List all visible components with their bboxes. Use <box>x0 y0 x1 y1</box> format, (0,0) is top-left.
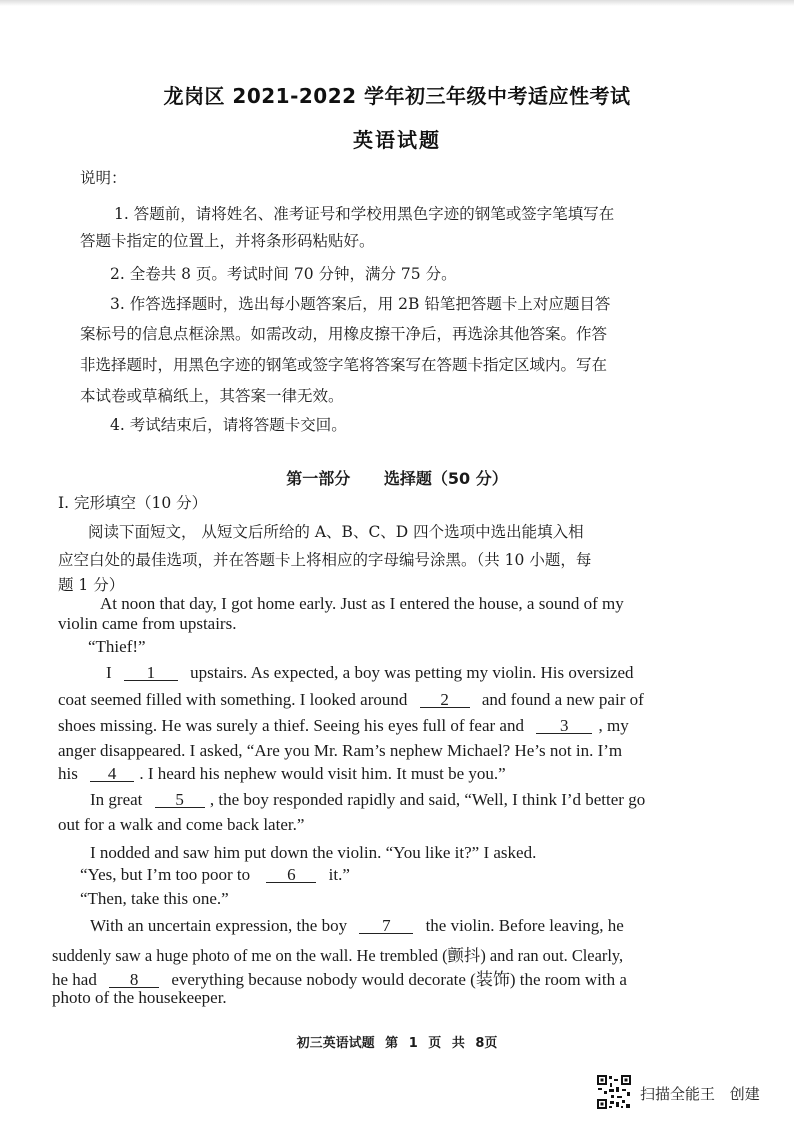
text: With an uncertain expression, the boy <box>90 916 348 935</box>
page-footer <box>0 1032 794 1051</box>
blank-1: 1 <box>124 665 178 681</box>
passage-line: violin came from upstairs. <box>58 614 237 633</box>
passage-line <box>58 764 506 784</box>
passage-line <box>80 865 350 885</box>
instructions-heading: 说明： <box>80 169 127 187</box>
text: he had <box>52 970 97 989</box>
passage-line: out for a walk and come back later.” <box>58 815 305 834</box>
blank-3: 3 <box>536 718 592 734</box>
instruction-line: 答题卡指定的位置上，并将条形码粘贴好。 <box>80 232 375 250</box>
passage-line <box>90 916 624 936</box>
text: and found a new pair of <box>481 690 644 709</box>
text: In great <box>90 790 143 809</box>
text: his <box>58 764 78 783</box>
instruction-line: 本试卷或草稿纸上，其答案一律无效。 <box>80 387 344 405</box>
subject-title: 英语试题 <box>353 128 441 152</box>
directions-line: 题 1 分） <box>58 576 125 594</box>
footer-exam: 初三英语试题 <box>296 1036 375 1051</box>
passage-line: “Thief!” <box>88 637 146 656</box>
footer-page-unit: 页 <box>428 1036 442 1051</box>
exam-title: 龙岗区 2021-2022 学年初三年级中考适应性考试 <box>163 84 631 108</box>
instruction-line: 案标号的信息点框涂黑。如需改动，用橡皮擦干净后，再选涂其他答案。作答 <box>80 325 608 343</box>
passage-line <box>52 965 627 990</box>
footer-page-label: 第 <box>385 1036 399 1051</box>
text: coat seemed filled with something. I looked around <box>58 690 408 709</box>
cloze-heading: I. 完形填空（10 分） <box>58 494 208 512</box>
passage-line <box>58 690 644 710</box>
text: it.” <box>328 865 350 884</box>
qr-code-icon <box>596 1074 632 1110</box>
passage-line: suddenly saw a huge photo of me on the wall. He trembled (颤抖) and ran out. Clearly, <box>52 946 624 965</box>
text: I <box>106 663 112 682</box>
instruction-line: 3. 作答选择题时，选出每小题答案后，用 2B 铅笔把答题卡上对应题目答 <box>110 295 611 313</box>
instruction-line: 1. 答题前，请将姓名、准考证号和学校用黑色字迹的钢笔或签字笔填写在 <box>114 205 615 223</box>
blank-2: 2 <box>420 692 470 708</box>
blank-8: 8 <box>109 972 159 988</box>
text: shoes missing. He was surely a thief. Seeing his eyes full of fear and <box>58 716 524 735</box>
passage-line <box>90 790 645 810</box>
instruction-line: 4. 考试结束后，请将答题卡交回。 <box>110 416 347 434</box>
instruction-line: 2. 全卷共 8 页。考试时间 70 分钟，满分 75 分。 <box>110 265 457 283</box>
directions-line: 应空白处的最佳选项，并在答题卡上将相应的字母编号涂黑。（共 10 小题，每 <box>58 551 592 569</box>
passage-line: photo of the housekeeper. <box>52 988 227 1007</box>
blank-6: 6 <box>266 867 316 883</box>
blank-4: 4 <box>90 766 134 782</box>
text: everything because nobody would decorate (装饰) the room with a <box>171 970 627 989</box>
footer-total-pages: 8页 <box>475 1036 498 1051</box>
passage-line: At noon that day, I got home early. Just as I entered the house, a sound of my <box>100 594 624 613</box>
scan-edge <box>0 0 794 6</box>
text: , the boy responded rapidly and said, “Well, I think I’d better go <box>209 790 646 809</box>
directions-line: 阅读下面短文， 从短文后所给的 A、B、C、D 四个选项中选出能填入相 <box>88 523 584 541</box>
passage-line <box>106 663 634 683</box>
blank-7: 7 <box>359 918 413 934</box>
scanner-app-name: 扫描全能王 <box>640 1085 716 1103</box>
scanner-watermark <box>640 1083 770 1104</box>
passage-line <box>58 716 629 736</box>
blank-5: 5 <box>155 792 205 808</box>
scanner-action: 创建 <box>729 1085 760 1103</box>
passage-line: I nodded and saw him put down the violin. “You like it?” I asked. <box>90 843 537 862</box>
text: . I heard his nephew would visit him. It must be you.” <box>139 764 506 783</box>
passage-line: anger disappeared. I asked, “Are you Mr. Ram’s nephew Michael? He’s not in. I’m <box>58 741 623 760</box>
text: the violin. Before leaving, he <box>425 916 624 935</box>
section-part: 第一部分 <box>286 469 351 488</box>
passage-line: “Then, take this one.” <box>80 889 229 908</box>
section-title <box>0 466 794 489</box>
text: , my <box>598 716 629 735</box>
footer-page-number: 1 <box>408 1036 418 1051</box>
footer-total-label: 共 <box>451 1036 465 1051</box>
section-name: 选择题（50 分） <box>383 469 508 488</box>
instruction-line: 非选择题时，用黑色字迹的钢笔或签字笔将答案写在答题卡指定区域内。写在 <box>80 356 608 374</box>
text: upstairs. As expected, a boy was petting my violin. His oversized <box>190 663 634 682</box>
text: “Yes, but I’m too poor to <box>80 865 251 884</box>
